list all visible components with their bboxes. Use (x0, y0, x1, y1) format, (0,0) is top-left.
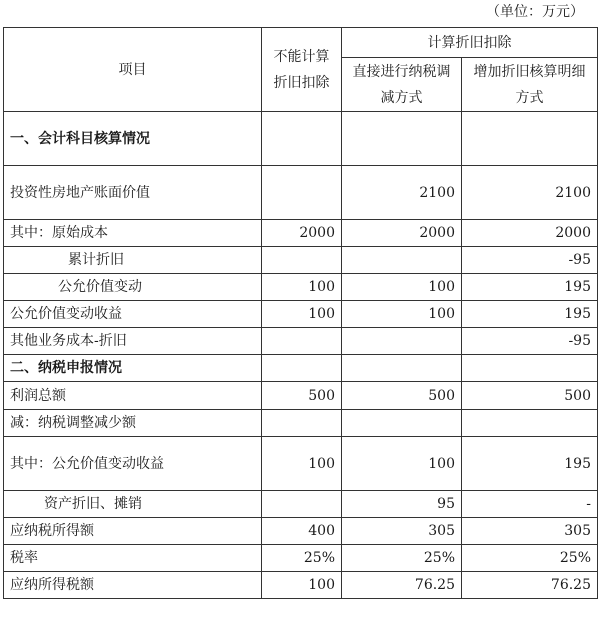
cell-b (342, 247, 462, 274)
table-row (4, 220, 598, 247)
unit-note: （单位：万元） (486, 4, 584, 20)
row-label: 利润总额 (4, 382, 262, 410)
cell-a (262, 410, 342, 437)
table-row (4, 355, 598, 382)
header-no-depreciation: 不能计算折旧扣除 (262, 28, 342, 112)
cell-a: 100 (262, 301, 342, 328)
cell-b: 95 (342, 491, 462, 518)
row-label: 投资性房地产账面价值 (4, 166, 262, 220)
header-detail-accounting: 增加折旧核算明细方式 (462, 58, 598, 112)
cell-a: 500 (262, 382, 342, 410)
cell-c: 195 (462, 437, 598, 491)
cell-b (342, 328, 462, 355)
cell-a (262, 491, 342, 518)
table-row (4, 437, 598, 491)
cell-a (262, 112, 342, 166)
cell-c: 500 (462, 382, 598, 410)
table-row (4, 410, 598, 437)
cell-a: 100 (262, 274, 342, 301)
cell-a: 100 (262, 572, 342, 599)
cell-b: 2000 (342, 220, 462, 247)
row-label: 减：纳税调整减少额 (4, 410, 262, 437)
cell-a (262, 166, 342, 220)
table-row (4, 545, 598, 572)
cell-c: 76.25 (462, 572, 598, 599)
row-label: 公允价值变动 (4, 274, 262, 301)
cell-b (342, 410, 462, 437)
cell-c: -95 (462, 247, 598, 274)
header-group-depreciation: 计算折旧扣除 (342, 28, 598, 58)
table-row (4, 301, 598, 328)
cell-a (262, 247, 342, 274)
cell-c: 25% (462, 545, 598, 572)
cell-b: 76.25 (342, 572, 462, 599)
cell-b: 100 (342, 437, 462, 491)
table-row (4, 274, 598, 301)
cell-a: 100 (262, 437, 342, 491)
row-label: 应纳税所得额 (4, 518, 262, 545)
cell-b: 25% (342, 545, 462, 572)
row-label: 累计折旧 (4, 247, 262, 274)
cell-c (462, 355, 598, 382)
cell-b (342, 112, 462, 166)
cell-a: 400 (262, 518, 342, 545)
cell-b: 305 (342, 518, 462, 545)
row-label: 其他业务成本-折旧 (4, 328, 262, 355)
cell-a: 25% (262, 545, 342, 572)
row-label: 资产折旧、摊销 (4, 491, 262, 518)
cell-b: 100 (342, 301, 462, 328)
table-row (4, 382, 598, 410)
cell-c: 195 (462, 301, 598, 328)
cell-c: 2100 (462, 166, 598, 220)
table-row (4, 166, 598, 220)
table-row (4, 112, 598, 166)
header-direct-adjustment: 直接进行纳税调减方式 (342, 58, 462, 112)
row-label: 应纳所得税额 (4, 572, 262, 599)
header-item: 项目 (4, 28, 262, 112)
cell-a (262, 328, 342, 355)
depreciation-comparison-table (3, 27, 598, 599)
row-label: 公允价值变动收益 (4, 301, 262, 328)
cell-a: 2000 (262, 220, 342, 247)
cell-c: -95 (462, 328, 598, 355)
cell-c: 305 (462, 518, 598, 545)
row-label: 税率 (4, 545, 262, 572)
cell-a (262, 355, 342, 382)
row-label: 其中：公允价值变动收益 (4, 437, 262, 491)
cell-c: 195 (462, 274, 598, 301)
cell-c: 2000 (462, 220, 598, 247)
row-label: 其中：原始成本 (4, 220, 262, 247)
cell-b: 100 (342, 274, 462, 301)
table-row (4, 491, 598, 518)
row-label: 一、会计科目核算情况 (4, 112, 262, 166)
cell-c (462, 112, 598, 166)
row-label: 二、纳税申报情况 (4, 355, 262, 382)
cell-c: - (462, 491, 598, 518)
cell-b: 500 (342, 382, 462, 410)
table-row (4, 247, 598, 274)
cell-b: 2100 (342, 166, 462, 220)
table-row (4, 328, 598, 355)
cell-c (462, 410, 598, 437)
cell-b (342, 355, 462, 382)
table-row (4, 518, 598, 545)
table-row (4, 572, 598, 599)
